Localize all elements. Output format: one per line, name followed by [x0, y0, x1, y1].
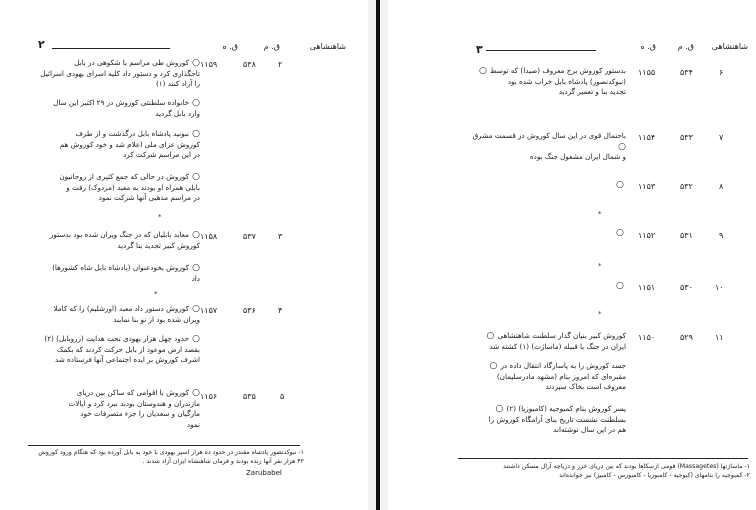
entry-line: ○ کوروش بخودعنوان (پادشاه بابل شاه کشورها): [52, 263, 200, 273]
entry-bullet: ○: [616, 281, 624, 291]
entry-line: بقصد ارض موعود از بابل حرکت کردند که بکمک: [56, 344, 200, 354]
entry-line: باحتمال قوی در این سال کوروش در قسمت مشرق ○: [472, 131, 626, 152]
header-ah: ق. ه: [222, 42, 238, 51]
entry: [40, 263, 200, 284]
entry-line: نمود: [186, 419, 200, 429]
entry-line: ○ معابد بابلیان که در جنگ ویران شده بود بدستور: [49, 230, 200, 240]
header-bc: ق. م: [677, 42, 694, 51]
entry-line: را آزاد کنند (۱): [155, 79, 200, 88]
entry-line: در این مراسم شرکت کرد: [123, 150, 200, 159]
row-bc: ۵۳۵: [243, 392, 256, 401]
row-ah: ۱۱۵۹: [200, 60, 218, 69]
entry: [40, 129, 200, 161]
row-ah: ۱۱۵۵: [638, 68, 656, 77]
entry-line: کوروش کبیر تجدید بنا گردید: [117, 240, 200, 250]
left-page: [0, 0, 368, 510]
entry-line: وارد بابل گردید: [155, 108, 200, 118]
entry-line: ○ نبونید پادشاه بابل درگذشت و از طرف: [75, 129, 200, 139]
header-ah: ق. ه: [640, 42, 656, 51]
entry-line: معروف است بخاک سپردند: [545, 382, 626, 391]
row-ah: ۱۱۵۲: [638, 231, 656, 240]
row-bc: ۵۳۱: [680, 231, 693, 240]
entry-line: بدستور کوروش برج معروف (صیدا) که توسط ○: [478, 66, 626, 76]
row-bc: ۵۳۸: [243, 60, 256, 69]
entry-line: ○ کوروش طی مراسم با شکوهی در بابل: [74, 58, 200, 68]
separator-star: *: [598, 210, 602, 218]
entry: [464, 404, 626, 436]
footnote-line: ۲- کمبوجیه را بنامهای (کبوجیه - کامبوزیا - کامبوزس - کامبیز) نیز خوانده‌اند: [559, 472, 750, 479]
row-bc: ۵۳۲: [680, 182, 693, 191]
header-king: شاهنشاهی: [711, 42, 748, 51]
entry-line: ○ حدود چهل هزار یهودی تحت هدایت (زروبابل) (۲): [44, 334, 200, 344]
entry-line: کوروش کبیر بنیان گذار سلطنت شاهنشاهی ○: [486, 331, 626, 341]
entry: [40, 230, 200, 251]
entry-line: ○ خانواده سلطنتی کوروش در ۲۹ اکتبر این سال: [53, 98, 200, 108]
row-ah: ۱۱۵۴: [638, 133, 656, 142]
entry: [40, 172, 200, 204]
entry-line: در مراسم مذهبی آنها شرکت نمود: [98, 193, 200, 202]
row-bc: ۵۳۳: [680, 133, 693, 142]
row-ah: ۱۱۵۸: [200, 232, 218, 241]
entry-bullet: ○: [616, 228, 624, 238]
row-ah: ۱۱۵۰: [638, 333, 656, 342]
entry: [40, 304, 200, 325]
row-num: ۴: [278, 306, 283, 315]
separator-star: *: [598, 310, 602, 318]
row-bc: ۵۳۴: [680, 68, 693, 77]
entry: [40, 388, 200, 430]
row-num: ۹: [719, 231, 724, 240]
entry-line: ○ کوروش با اقوامی که ساکن بین دریای: [76, 388, 200, 398]
row-num: ۱۰: [715, 283, 724, 292]
row-ah: ۱۱۵۷: [200, 306, 218, 315]
entry-line: کوروش عزای ملی اعلام شد و خود کوروش هم: [59, 139, 200, 149]
entry: [40, 334, 200, 366]
header-bc: ق. م: [263, 42, 280, 51]
header-rule: [486, 50, 596, 51]
row-ah: ۱۱۵۳: [638, 182, 656, 191]
footnotes: [454, 462, 750, 480]
entry-line: داد: [191, 273, 200, 283]
entry-line: ○ کوروش دستور داد معبد (اورشلیم) را که کاملا: [53, 304, 200, 314]
entry: [464, 361, 626, 393]
separator-star: *: [158, 213, 162, 221]
entry-line: پسر کوروش بنام کمبوجیه (کامبوزیا) (۲) ○: [495, 404, 626, 414]
footnote-line: ۴۲ هزار نفر آنها زنده بودند و فرمان شاهنشاه ایران آزاد شدند .: [142, 458, 304, 465]
entry-line: بابلی همراه او بودند به معبد (مردوک) رفت و: [66, 182, 200, 192]
footnote-latin: Zarubabel: [246, 469, 282, 477]
row-num: ۷: [719, 133, 724, 142]
entry-line: هم در این سال نوشته‌اند: [553, 425, 626, 434]
entry-line: مازندران و هندوستان بودند نبرد کرد و ایالات: [68, 398, 200, 408]
separator-star: *: [154, 290, 158, 298]
footnote-rule: [28, 445, 300, 446]
footnote-line: ۱- نبوکدنصور پادشاه مقتدر در حدود ده هزار اسیر یهودی با خود به بابل آورده بود که هنگام ورود کوروش: [38, 449, 304, 456]
entry-line: ویران شده بود از نو بنا نمایند: [113, 314, 200, 324]
entry: [464, 66, 626, 98]
row-bc: ۵۳۰: [680, 283, 693, 292]
row-num: ۸: [719, 182, 724, 191]
page-number: ۲: [38, 38, 45, 51]
header-king: شاهنشاهی: [309, 42, 346, 51]
entry-line: بسلطنت نشست تاریخ بنای آرامگاه کوروش را: [488, 414, 626, 424]
entry-line: جسد کوروش را به پاسارگاد انتقال داده در ○: [489, 361, 626, 371]
row-ah: ۱۱۵۶: [200, 392, 218, 401]
entry-line: تاجگذاری کرد و دستور داد کلیه اسرای یهودی اسرائیل: [40, 68, 200, 78]
entry-line: تجدید بنا و تعمیر گردید: [558, 87, 626, 96]
entry-line: (نبوکدنصور) پادشاه بابل خراب شده بود: [507, 76, 626, 86]
entry-line: ایران در جنگ با قبیله (ماساژت) (۱) کشته شد: [489, 341, 626, 351]
book-spine: [376, 0, 380, 510]
row-num: ۲: [278, 60, 283, 69]
row-num: ۵: [280, 392, 285, 401]
row-bc: ۵۳۶: [243, 306, 256, 315]
header-rule: [52, 48, 170, 49]
right-page: [388, 0, 756, 510]
row-ah: ۱۱۵۱: [638, 283, 656, 292]
entry: [40, 58, 200, 90]
entry-line: اشرف کوروش بر ایده اجتماعی آنها فرستاده شد: [54, 355, 200, 364]
entry: [40, 98, 200, 119]
footnotes: [18, 448, 304, 466]
entry-line: مارگیان و سغدیان را جزء متصرفات خود: [80, 409, 200, 418]
row-bc: ۵۲۹: [680, 333, 693, 342]
entry: [464, 331, 626, 352]
entry-line: مقبره‌ای که امروز بنام (مشهد مادرسلیمان): [496, 371, 626, 381]
entry: [464, 131, 626, 163]
footnote-line: ۱- ماساژتها (Massagetes) قومی ازسکاها بودند که بین دریای خزر و دریاچه آرال مسکن داشتند: [503, 463, 750, 470]
row-num: ۱۱: [715, 333, 724, 342]
footnote-rule: [458, 458, 748, 459]
row-bc: ۵۳۷: [243, 232, 256, 241]
separator-star: *: [598, 262, 602, 270]
entry-bullet: ○: [616, 180, 624, 190]
row-num: ۶: [719, 68, 724, 77]
page-number: ۳: [476, 43, 483, 56]
row-num: ۳: [278, 232, 283, 241]
entry-line: ○ کوروش در حالی که جمع کثیری از روحانیون: [59, 172, 200, 182]
entry-line: و شمال ایران مشغول جنگ بوده: [529, 152, 626, 161]
